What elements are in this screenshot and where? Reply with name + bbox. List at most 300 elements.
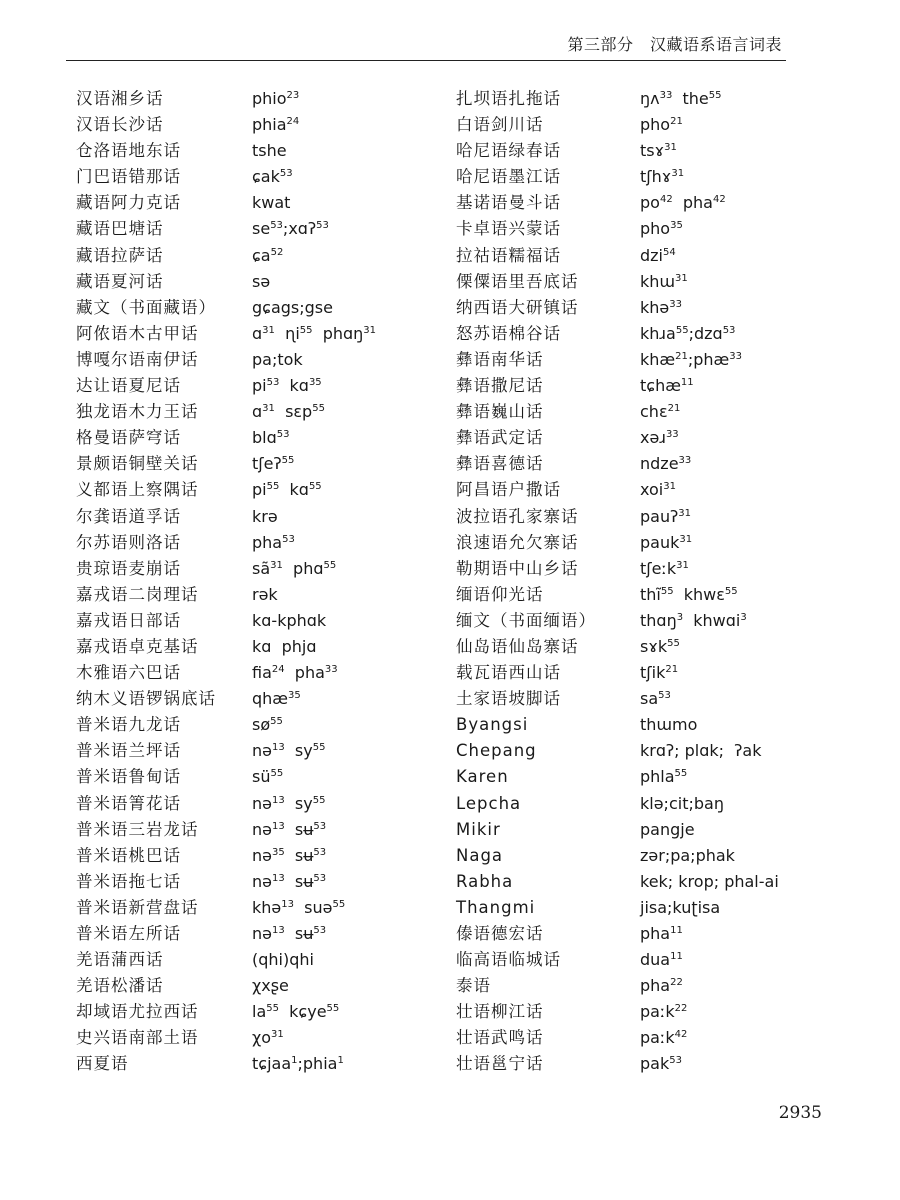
word-form [640,817,840,843]
language-name: 土家语坡脚话 [456,689,561,709]
language-name: 哈尼语墨江话 [456,167,561,187]
word-form [252,791,452,817]
language-name: 藏文（书面藏语） [76,297,216,317]
language-name: 彝语武定话 [456,428,544,448]
left-form-column [252,86,452,1078]
tone-mark: 55 [266,1003,279,1015]
word-form [640,269,840,295]
word-form [640,425,840,451]
form-segment: χxʂe [252,976,289,996]
word-form [252,634,452,660]
tone-mark: 31 [271,1029,284,1041]
form-segment: krɑʔ; plɑk; ʔak [640,741,762,761]
word-form [252,921,452,947]
language-name: 阿侬语木古甲话 [76,323,199,343]
form-segment: pha [672,193,713,213]
word-form [640,556,840,582]
tone-mark: 21 [665,664,679,676]
tone-mark: 53 [316,220,329,232]
word-form [252,399,452,425]
right-language-column [456,86,636,1078]
form-segment: ndze [640,454,679,474]
form-segment: pi [252,376,267,396]
language-name: Naga [456,845,504,865]
form-segment: pangje [640,819,695,839]
form-segment: kwat [252,193,291,213]
form-segment: pho [640,115,671,135]
form-segment: ɕak [252,167,280,187]
word-form [252,999,452,1025]
form-segment: tʃhɤ [640,167,672,187]
tone-mark: 21 [670,116,683,128]
word-form [640,843,840,869]
tone-mark: 55 [724,585,738,597]
tone-mark: 11 [670,951,683,963]
tone-mark: 53 [282,533,295,545]
tone-mark: 52 [270,246,284,258]
word-form [640,86,840,112]
tone-mark: 24 [286,116,300,128]
word-form [252,947,452,973]
form-segment: kɑ [279,376,309,396]
form-segment: phio [252,89,287,108]
language-name: 博嘎尔语南伊话 [76,349,199,369]
word-form [252,112,452,138]
word-form [252,190,452,216]
word-form [252,138,452,164]
word-form [640,973,840,999]
form-segment: sü [252,767,271,787]
form-segment: ɕa [252,245,271,265]
language-name: 彝语南华话 [456,349,544,369]
tone-mark: 55 [270,716,283,728]
tone-mark: 33 [669,298,682,310]
tone-mark: 33 [659,90,673,101]
language-name: 阿昌语户撒话 [456,480,561,500]
word-form [252,216,452,242]
language-name: 缅语仰光话 [456,584,544,604]
word-form [252,556,452,582]
form-segment: qhæ [252,689,289,709]
word-form [252,269,452,295]
form-segment: klə;cit;baŋ [640,793,724,813]
language-name: 白语剑川话 [456,115,544,135]
tone-mark: 33 [324,664,338,676]
form-segment: ɑ [252,402,263,422]
form-segment: pha [640,976,671,996]
tone-mark: 53 [270,220,283,232]
language-name: 载瓦语西山话 [456,663,561,683]
word-form [252,712,452,738]
tone-mark: 55 [308,481,322,493]
language-name: 贵琼语麦崩话 [76,558,181,578]
tone-mark: 33 [678,455,692,467]
word-form [640,138,840,164]
form-segment: sy [284,741,313,761]
tone-mark: 11 [680,377,694,389]
form-segment: jisa;kuʈisa [640,897,721,917]
word-form [252,477,452,503]
tone-mark: 53 [313,846,327,858]
form-segment: phɑ [282,558,324,578]
language-name: 仓洛语地东话 [76,141,181,161]
language-name: 汉语长沙话 [76,115,164,135]
word-form [640,738,840,764]
form-segment: ;dzɑ [688,323,723,343]
tone-mark: 31 [363,324,377,336]
word-form [640,321,840,347]
word-form [640,112,840,138]
form-segment: sy [284,793,313,813]
form-segment: tshe [252,141,287,161]
tone-mark: 31 [679,533,693,545]
word-form [252,164,452,190]
tone-mark: 55 [312,742,326,754]
tone-mark: 13 [281,898,294,910]
language-name: 汉语湘乡话 [76,89,164,108]
tone-mark: 13 [271,925,285,936]
tone-mark: 53 [279,168,293,180]
word-form [252,1025,452,1051]
tone-mark: 55 [281,455,295,467]
tone-mark: 55 [667,637,680,649]
form-segment: blɑ [252,428,277,448]
word-form [252,347,452,373]
word-form [252,608,452,634]
form-segment: sɤk [640,636,668,656]
word-form [640,895,840,921]
tone-mark: 55 [312,403,325,415]
tone-mark: 55 [332,898,346,910]
word-form [252,1051,452,1077]
language-name: 临高语临城话 [456,950,561,970]
form-segment: the [672,89,709,108]
tone-mark: 55 [675,324,689,336]
form-segment: phla [640,767,675,787]
tone-mark: 53 [313,820,327,832]
word-form [640,869,840,895]
form-segment: zər;pa;phak [640,845,735,865]
tone-mark: 23 [286,90,300,101]
tone-mark: 42 [674,1029,688,1041]
language-name: 木雅语六巴话 [76,663,181,683]
tone-mark: 13 [271,742,285,754]
language-name: 泰语 [456,976,491,996]
form-segment: phɑŋ [312,323,364,343]
language-name: 藏语夏河话 [76,271,164,291]
form-segment: kek; krop; phal-ai [640,871,779,891]
language-name: 哈尼语绿春话 [456,141,561,161]
tone-mark: 24 [271,664,285,676]
form-segment: kɕye [278,1002,327,1022]
language-name: 西夏语 [76,1054,129,1074]
form-segment: khwɛ [673,584,725,604]
form-segment: sɛp [274,402,313,422]
language-name: 藏语巴塘话 [76,219,164,239]
form-segment: se [252,219,271,239]
tone-mark: 53 [266,377,280,389]
language-name: 普米语鲁甸话 [76,767,181,787]
word-form [640,582,840,608]
tone-mark: 55 [266,481,280,493]
tone-mark: 55 [299,324,313,336]
tone-mark: 55 [270,768,284,780]
word-form [252,973,452,999]
form-segment: khɹa [640,323,676,343]
form-segment: thɑŋ [640,610,677,630]
language-name: 壮语武鸣话 [456,1028,544,1048]
form-segment: khə [640,297,670,317]
language-name: 尔苏语则洛话 [76,532,181,552]
form-segment: tsɤ [640,141,665,161]
language-name: 基诺语曼斗话 [456,193,561,213]
form-segment: la [252,1002,267,1022]
tone-mark: 31 [678,507,691,519]
language-name: 勒期语中山乡话 [456,558,579,578]
form-segment: χo [252,1028,272,1048]
word-form [252,530,452,556]
form-segment: pi [252,480,267,500]
tone-mark: 31 [663,481,676,493]
form-segment: pauk [640,532,680,552]
language-name: 浪速语允欠寨话 [456,532,579,552]
word-form [640,295,840,321]
word-form [252,738,452,764]
language-name: Mikir [456,819,501,839]
form-segment: po [640,193,660,213]
tone-mark: 35 [288,690,301,702]
language-name: 傈僳语里吾底话 [456,271,579,291]
word-form [640,347,840,373]
tone-mark: 55 [674,768,688,780]
language-name: 壮语柳江话 [456,1002,544,1022]
word-form [252,686,452,712]
language-name: 普米语三岩龙话 [76,819,199,839]
language-name: 嘉戎语卓克基话 [76,636,199,656]
form-segment: pauʔ [640,506,679,526]
tone-mark: 54 [663,246,676,258]
tone-mark: 42 [659,194,673,206]
word-form [640,216,840,242]
form-segment: pha [252,532,283,552]
word-form [640,634,840,660]
language-name: Thangmi [456,897,536,917]
form-segment: sø [252,715,271,735]
word-form [252,764,452,790]
form-segment: sã [252,558,271,578]
tone-mark: 21 [675,350,688,362]
form-segment: sʉ [284,819,314,839]
tone-mark: 3 [676,611,684,623]
language-name: 普米语九龙话 [76,715,181,735]
language-name: 羌语松潘话 [76,976,164,996]
tone-mark: 13 [271,794,285,806]
word-form [640,686,840,712]
form-segment: krə [252,506,278,526]
language-name: Rabha [456,871,514,891]
tone-mark: 1 [291,1055,298,1067]
form-segment: sə [252,271,271,291]
word-form [252,843,452,869]
language-name: 格曼语萨穹话 [76,428,181,448]
form-segment: pak [640,1054,670,1074]
tone-mark: 22 [674,1003,688,1015]
form-segment: nə [252,871,272,891]
form-segment: pa;tok [252,349,303,369]
tone-mark: 31 [262,403,275,415]
language-name: 史兴语南部土语 [76,1028,199,1048]
language-name: 彝语撒尼话 [456,376,544,396]
language-name: 藏语阿力克话 [76,193,181,213]
form-segment: chɛ [640,402,668,422]
language-name: 彝语巍山话 [456,402,544,422]
word-form [252,582,452,608]
language-name: 嘉戎语日部话 [76,610,181,630]
tone-mark: 31 [262,324,275,336]
language-name: 义都语上察隅话 [76,480,199,500]
word-form [252,504,452,530]
form-segment: ;phia [297,1054,338,1074]
language-name: 达让语夏尼话 [76,376,181,396]
word-form [640,712,840,738]
form-segment: sa [640,689,659,709]
word-form [640,764,840,790]
language-name: 普米语拖七话 [76,871,181,891]
language-name: 波拉语孔家寨话 [456,506,579,526]
word-form [640,1025,840,1051]
language-name: Byangsi [456,715,529,735]
tone-mark: 55 [660,585,674,597]
form-segment: pha [284,663,325,683]
form-segment: nə [252,793,272,813]
language-name: 羌语蒲西话 [76,950,164,970]
form-segment: tʃik [640,663,666,683]
form-segment: ŋʌ [640,89,660,108]
tone-mark: 53 [722,324,736,336]
form-segment: phia [252,115,287,135]
language-name: 纳西语大研镇话 [456,297,579,317]
form-segment: thĩ [640,584,661,604]
language-name: 普米语箐花话 [76,793,181,813]
language-name: 怒苏语棉谷话 [456,323,561,343]
word-form [252,869,452,895]
form-segment: tɕjaa [252,1054,292,1074]
word-form [640,190,840,216]
tone-mark: 42 [712,194,726,206]
form-segment: paːk [640,1002,675,1022]
form-segment: sʉ [284,871,314,891]
language-name: 纳木义语锣锅底话 [76,689,216,709]
language-name: Karen [456,767,509,787]
word-form [640,164,840,190]
language-name: 普米语兰坪话 [76,741,181,761]
tone-mark: 35 [271,846,285,858]
language-name: 普米语左所话 [76,924,181,943]
form-segment: nə [252,741,272,761]
running-header: 第三部分 汉藏语系语言词表 [567,35,782,54]
tone-mark: 53 [276,429,290,441]
tone-mark: 55 [708,90,722,101]
word-form [640,660,840,686]
word-form [640,243,840,269]
language-name: 嘉戎语二岗理话 [76,584,199,604]
word-form [252,321,452,347]
tone-mark: 13 [271,820,285,832]
language-name: 独龙语木力王话 [76,402,199,422]
word-form [252,817,452,843]
tone-mark: 3 [740,611,747,623]
language-name: 卡卓语兴蒙话 [456,219,561,239]
language-name: Lepcha [456,793,522,813]
form-segment: fia [252,663,272,683]
form-segment: kɑ [279,480,309,500]
form-segment: ɑ [252,323,263,343]
word-form [252,660,452,686]
word-form [640,921,840,947]
word-form [252,243,452,269]
word-form [640,477,840,503]
tone-mark: 31 [675,272,688,284]
language-name: 壮语邕宁话 [456,1054,544,1074]
tone-mark: 53 [669,1055,682,1067]
form-segment: kɑ phjɑ [252,636,317,656]
language-name: 景颇语铜壁关话 [76,454,199,474]
language-name: 扎坝语扎拖话 [456,89,561,108]
tone-mark: 33 [665,429,679,441]
form-segment: pha [640,924,671,943]
word-form [252,425,452,451]
tone-mark: 53 [313,925,327,936]
word-form [640,504,840,530]
tone-mark: 55 [323,559,337,571]
form-segment: nə [252,924,272,943]
word-form [640,399,840,425]
form-segment: sʉ [284,924,314,943]
tone-mark: 35 [308,377,322,389]
form-segment: tʃeːk [640,558,677,578]
language-name: 彝语喜德话 [456,454,544,474]
form-segment: tɕhæ [640,376,681,396]
form-segment: dua [640,950,671,970]
language-name: Chepang [456,741,537,761]
form-segment: tʃeʔ [252,454,282,474]
word-form [640,999,840,1025]
language-name: 尔龚语道孚话 [76,506,181,526]
form-segment: sʉ [284,845,314,865]
word-form [252,86,452,112]
form-segment: nə [252,845,272,865]
word-form [640,1051,840,1077]
tone-mark: 55 [312,794,326,806]
form-segment: khæ [640,349,676,369]
form-segment: (qhi)qhi [252,950,314,970]
language-name: 傣语德宏话 [456,924,544,943]
right-form-column [640,86,840,1078]
form-segment: suə [293,897,333,917]
form-segment: ;phæ [687,349,730,369]
word-form [252,451,452,477]
tone-mark: 33 [729,350,742,362]
language-name: 普米语桃巴话 [76,845,181,865]
word-form [640,608,840,634]
form-segment: dzi [640,245,663,265]
tone-mark: 31 [671,168,685,180]
form-segment: nə [252,819,272,839]
form-segment: ɳi [274,323,300,343]
tone-mark: 21 [667,403,681,415]
form-segment: khɯ [640,271,675,291]
word-form [252,373,452,399]
